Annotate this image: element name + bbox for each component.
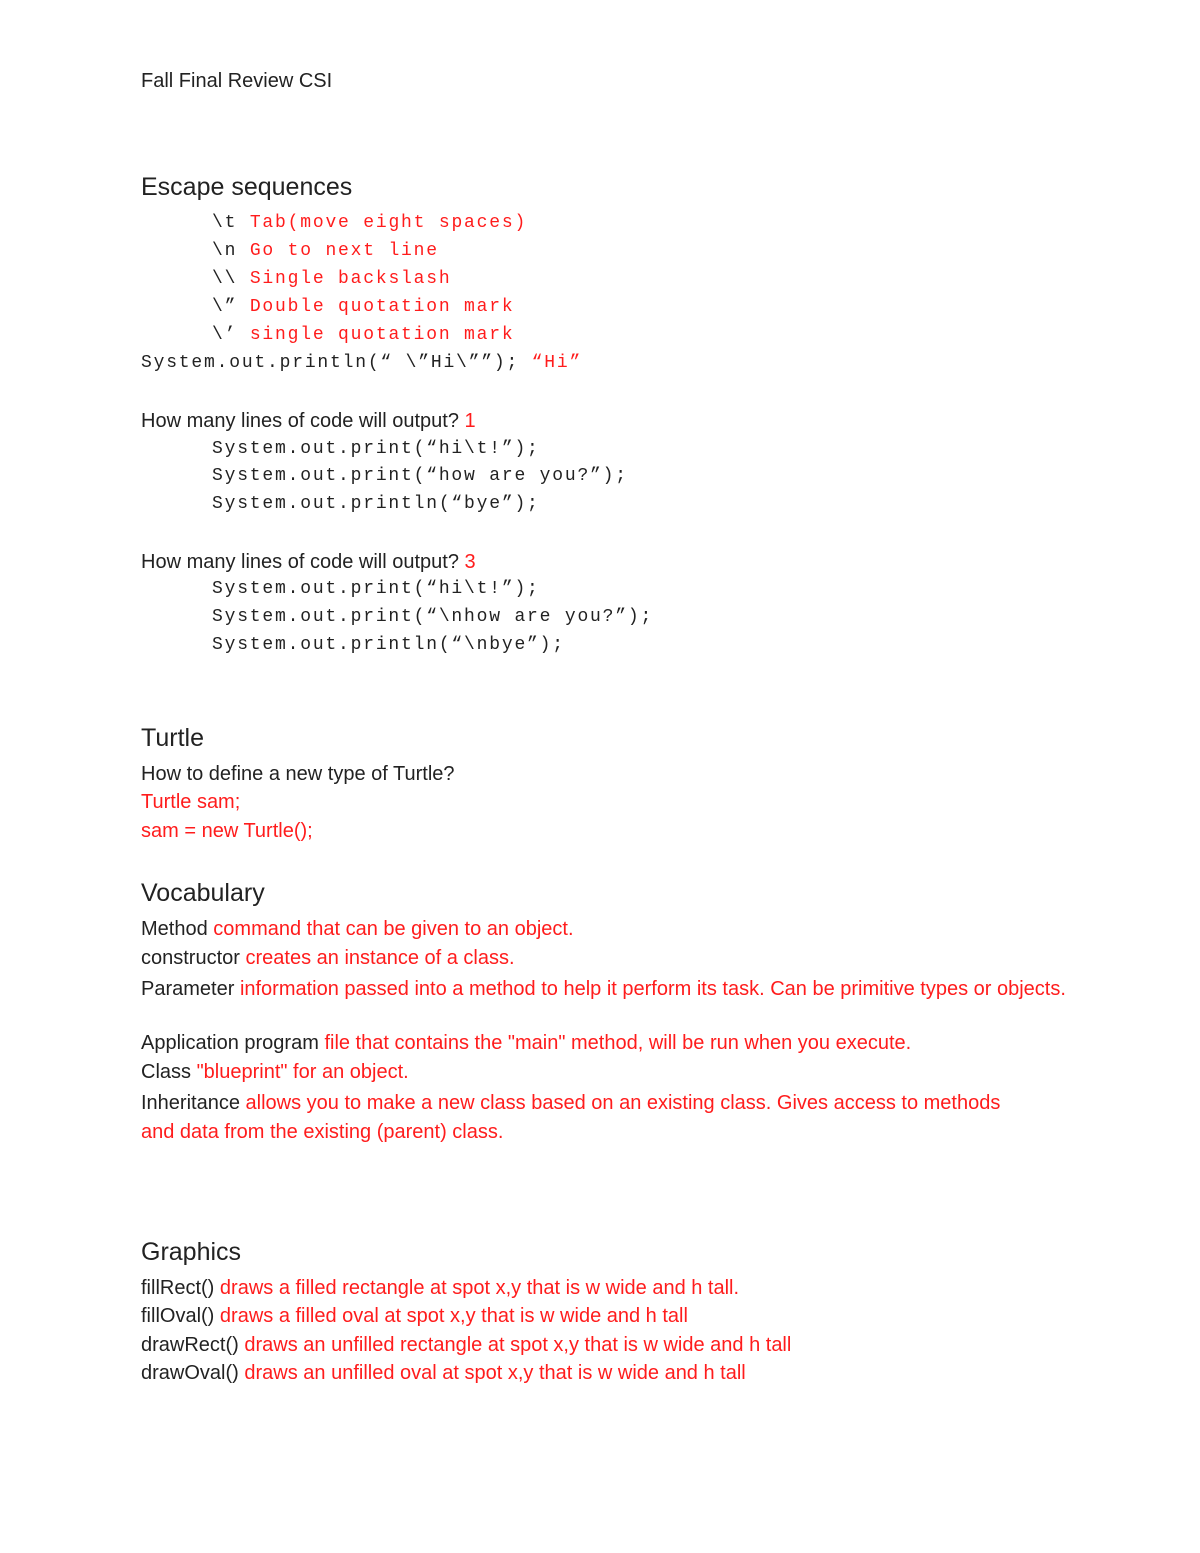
- graphics-item: [141, 1277, 739, 1300]
- escape-seq: \n: [212, 241, 238, 261]
- turtle-answer-line: sam = new Turtle();: [141, 820, 313, 842]
- graphics-term: fillRect(): [141, 1277, 215, 1299]
- question-answer: 1: [464, 410, 476, 432]
- graphics-def: draws an unfilled oval at spot x,y that is w wide and h tall: [244, 1362, 746, 1384]
- escape-item: [212, 297, 514, 317]
- escape-seq: \’: [212, 325, 238, 345]
- escape-desc: Double quotation mark: [249, 297, 515, 317]
- vocab-item: [141, 947, 515, 970]
- graphics-def: draws a filled rectangle at spot x,y that is w wide and h tall.: [219, 1277, 740, 1299]
- example-code: System.out.println(“ \”Hi\””);: [141, 353, 520, 373]
- vocab-item: [141, 1089, 1001, 1146]
- question-text: How many lines of code will output?: [141, 410, 459, 432]
- question-2: [141, 551, 476, 574]
- question-text: How many lines of code will output?: [141, 551, 459, 573]
- escape-heading: Escape sequences: [141, 173, 353, 201]
- vocab-term: Inheritance: [141, 1092, 240, 1114]
- vocab-def: information passed into a method to help it perform its task. Can be primitive types or objects.: [239, 978, 1066, 1000]
- vocab-def: allows you to make a new class based on an existing class. Gives access to methods and data from the existing (parent) class.: [141, 1092, 1001, 1143]
- escape-seq: \\: [212, 269, 238, 289]
- vocab-term: Method: [141, 918, 208, 940]
- graphics-term: drawOval(): [141, 1362, 239, 1384]
- turtle-heading: Turtle: [141, 724, 204, 752]
- vocab-term: Application program: [141, 1032, 319, 1054]
- graphics-heading: Graphics: [141, 1238, 242, 1266]
- escape-item: [212, 241, 439, 261]
- vocab-item: [141, 975, 1081, 1004]
- escape-desc: Go to next line: [249, 241, 439, 261]
- escape-item: [212, 269, 451, 289]
- escape-seq: \t: [212, 213, 238, 233]
- vocab-item: [141, 918, 574, 941]
- escape-desc: Single backslash: [249, 269, 452, 289]
- graphics-item: [141, 1305, 688, 1328]
- turtle-answer-line: Turtle sam;: [141, 791, 241, 813]
- escape-desc: single quotation mark: [249, 325, 515, 345]
- vocab-item: [141, 1061, 409, 1084]
- vocab-def: "blueprint" for an object.: [196, 1061, 409, 1083]
- vocab-def: creates an instance of a class.: [245, 947, 515, 969]
- example-answer: “Hi”: [531, 353, 583, 373]
- turtle-question: How to define a new type of Turtle?: [141, 763, 455, 785]
- vocab-def: file that contains the "main" method, will be run when you execute.: [324, 1032, 912, 1054]
- code-line: System.out.print(“hi\t!”);: [212, 439, 540, 459]
- escape-desc: Tab(move eight spaces): [249, 213, 528, 233]
- vocab-def: command that can be given to an object.: [213, 918, 574, 940]
- escape-item: [212, 325, 514, 345]
- code-line: System.out.print(“how are you?”);: [212, 466, 628, 486]
- escape-seq: \”: [212, 297, 238, 317]
- graphics-def: draws an unfilled rectangle at spot x,y that is w wide and h tall: [244, 1334, 792, 1356]
- graphics-item: [141, 1334, 791, 1357]
- document-title: Fall Final Review CSI: [141, 70, 333, 92]
- escape-item: [212, 213, 527, 233]
- vocab-heading: Vocabulary: [141, 879, 265, 907]
- question-1: [141, 410, 476, 433]
- graphics-term: drawRect(): [141, 1334, 239, 1356]
- graphics-item: [141, 1362, 746, 1385]
- code-line: System.out.println(“bye”);: [212, 494, 540, 514]
- graphics-def: draws a filled oval at spot x,y that is w wide and h tall: [219, 1305, 688, 1327]
- code-line: System.out.print(“hi\t!”);: [212, 579, 540, 599]
- question-answer: 3: [464, 551, 476, 573]
- vocab-term: Parameter: [141, 978, 235, 1000]
- escape-example: [141, 353, 582, 373]
- vocab-item: [141, 1032, 911, 1055]
- graphics-term: fillOval(): [141, 1305, 215, 1327]
- vocab-term: constructor: [141, 947, 240, 969]
- code-line: System.out.print(“\nhow are you?”);: [212, 607, 654, 627]
- code-line: System.out.println(“\nbye”);: [212, 635, 565, 655]
- vocab-term: Class: [141, 1061, 192, 1083]
